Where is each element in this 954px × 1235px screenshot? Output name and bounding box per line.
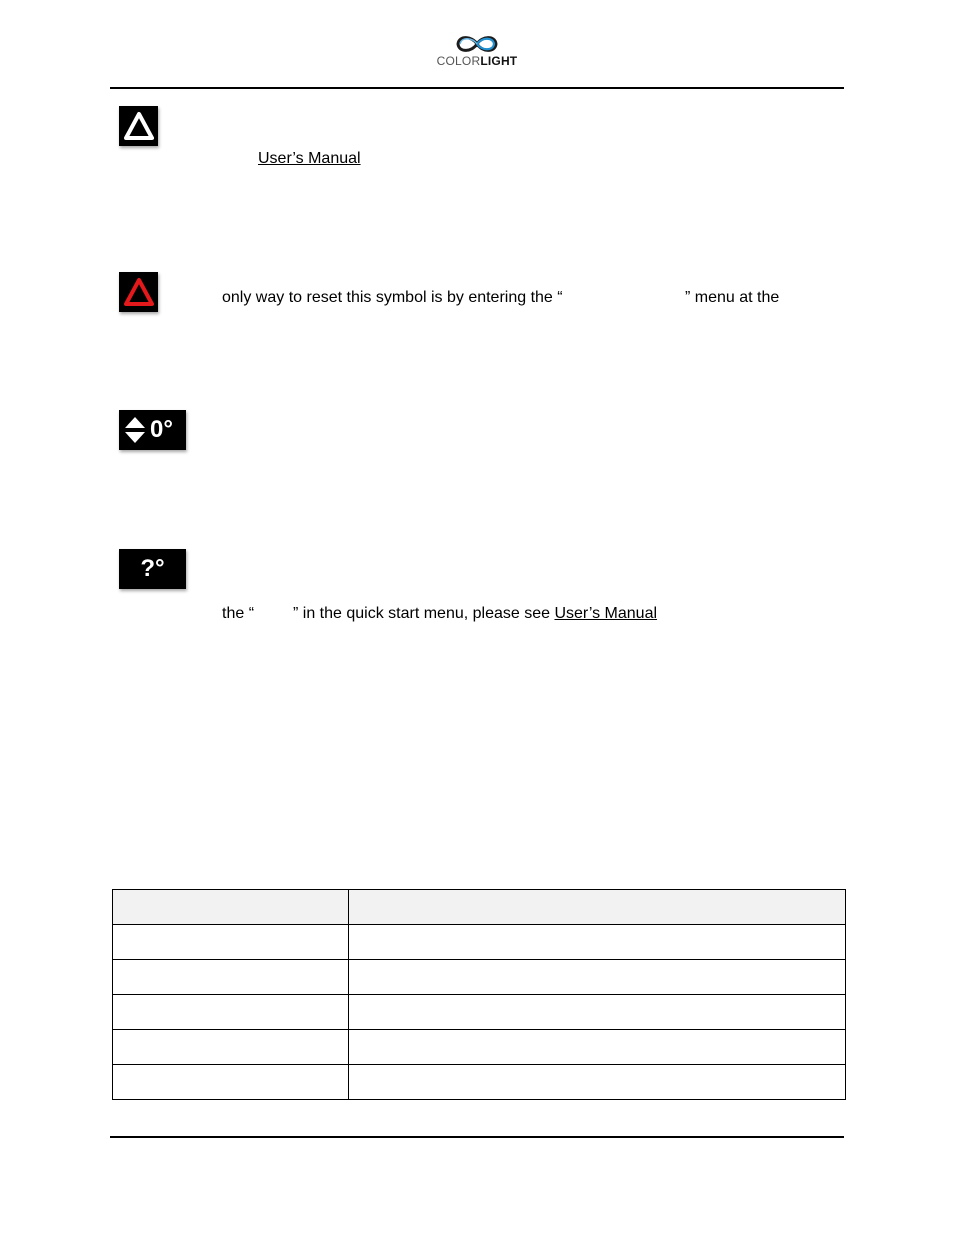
spec-table bbox=[112, 889, 846, 1100]
reset-symbol-text-start: only way to reset this symbol is by entering the “ bbox=[222, 289, 563, 306]
unknown-tilt-value: ?° bbox=[140, 555, 165, 582]
table-row bbox=[113, 995, 846, 1030]
footer-rule bbox=[110, 1136, 844, 1138]
quick-start-text-middle: ” in the quick start menu, please see bbox=[293, 605, 555, 622]
table-cell bbox=[113, 995, 349, 1030]
table-cell bbox=[349, 995, 846, 1030]
colorlight-logo bbox=[432, 32, 522, 72]
tilt-indicator-icon bbox=[119, 410, 186, 450]
table-cell bbox=[349, 925, 846, 960]
table-cell bbox=[113, 1065, 349, 1100]
table-row bbox=[113, 925, 846, 960]
logo-word-light: LIGHT bbox=[480, 54, 518, 68]
users-manual-link-2[interactable]: User’s Manual bbox=[554, 605, 658, 622]
up-down-arrows-icon bbox=[123, 415, 147, 445]
tilt-value: 0° bbox=[150, 416, 173, 443]
header-rule bbox=[110, 87, 844, 89]
question-degree-icon bbox=[119, 549, 186, 589]
table-header-cell bbox=[113, 890, 349, 925]
table-cell bbox=[349, 960, 846, 995]
infinity-logo-icon bbox=[453, 32, 501, 56]
table-row bbox=[113, 1030, 846, 1065]
users-manual-link[interactable]: User’s Manual bbox=[258, 150, 361, 167]
table-cell bbox=[113, 1030, 349, 1065]
quick-start-text-start: the “ bbox=[222, 605, 255, 622]
table-cell bbox=[349, 1030, 846, 1065]
red-triangle-warning-icon bbox=[119, 272, 158, 312]
white-triangle-warning-icon bbox=[119, 106, 158, 146]
table-cell bbox=[113, 925, 349, 960]
table-row bbox=[113, 960, 846, 995]
table-header-row bbox=[113, 890, 846, 925]
table-cell bbox=[113, 960, 349, 995]
table-row bbox=[113, 1065, 846, 1100]
logo-word-color: COLOR bbox=[436, 54, 481, 68]
quick-start-text bbox=[293, 605, 657, 623]
logo-wordmark bbox=[432, 54, 522, 68]
table-header-cell bbox=[349, 890, 846, 925]
reset-symbol-text-end: ” menu at the bbox=[685, 289, 780, 306]
table-cell bbox=[349, 1065, 846, 1100]
